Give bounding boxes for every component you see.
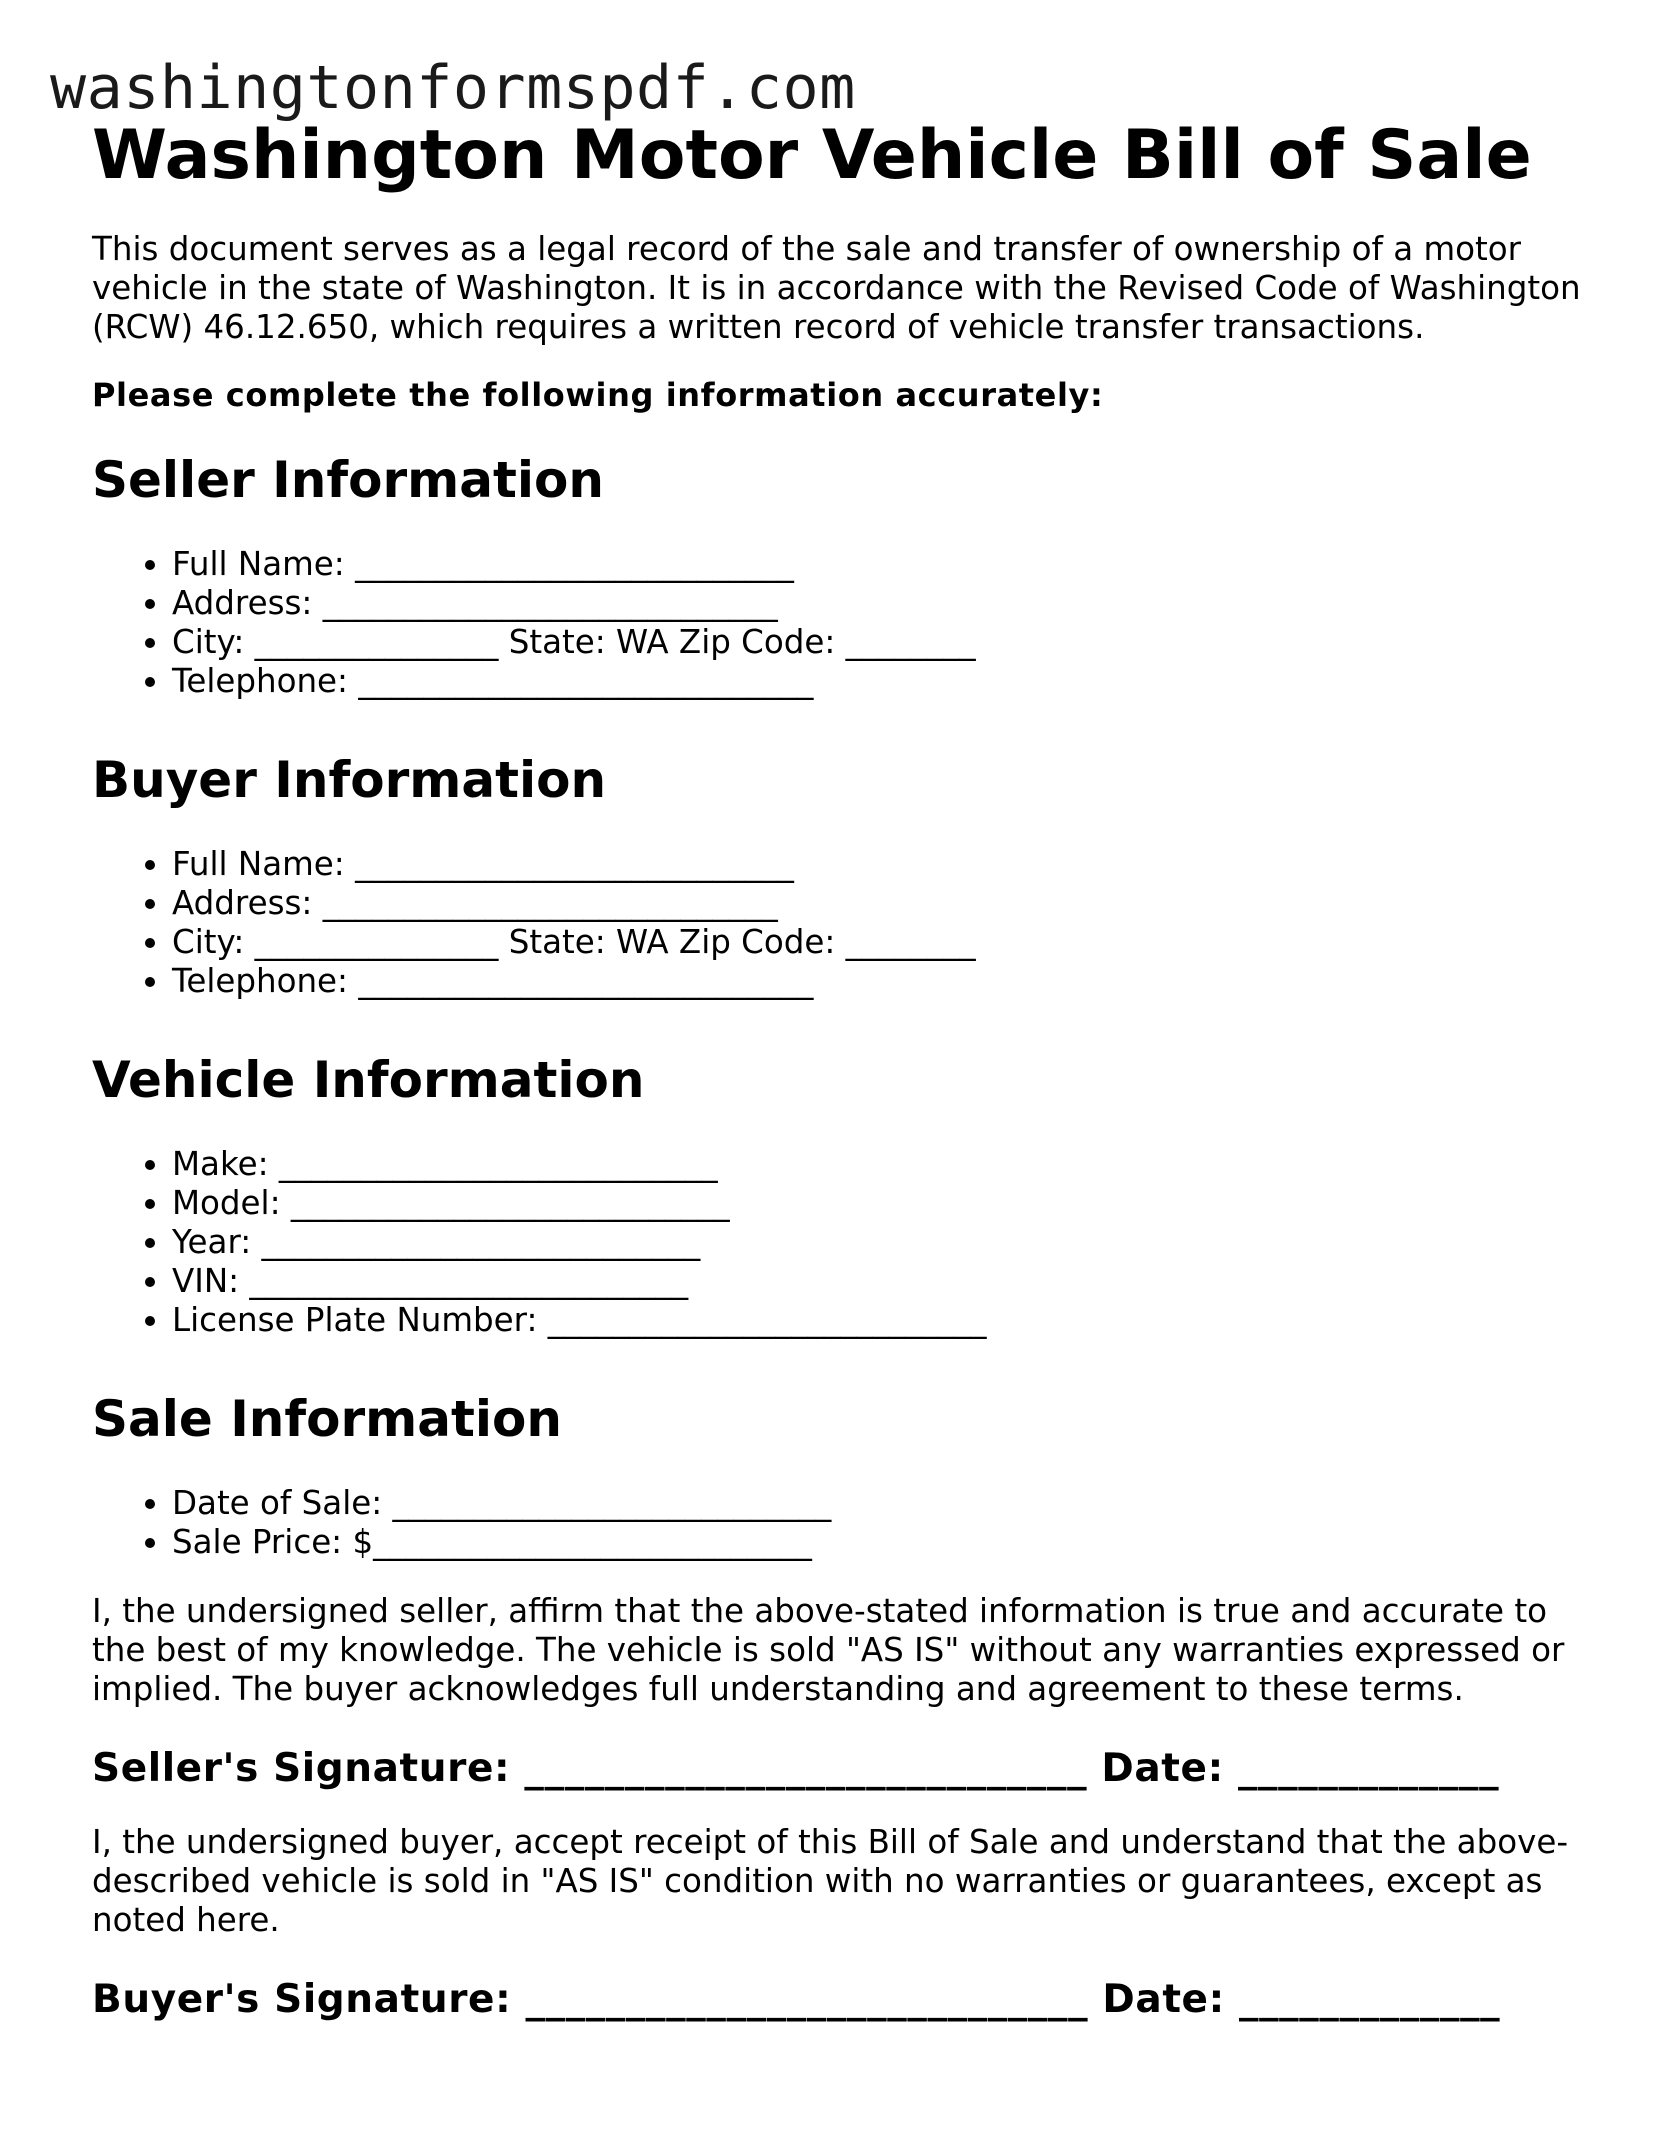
seller-city-state-zip-field[interactable]: • City: _______________ State: WA Zip Code: ________ [172,623,1592,662]
seller-address-field[interactable]: • Address: ____________________________ [172,584,1592,623]
sale-date-field[interactable]: • Date of Sale: ___________________________ [172,1484,1592,1523]
buyer-field-list [92,845,1592,1001]
seller-signature-line[interactable]: Seller's Signature: ____________________________ Date: _____________ [92,1746,1500,1791]
buyer-city-state-zip-field[interactable]: • City: _______________ State: WA Zip Code: ________ [172,923,1592,962]
buyer-signature-line[interactable]: Buyer's Signature: ____________________________ Date: _____________ [92,1977,1501,2022]
buyer-heading: Buyer Information [92,751,607,809]
vehicle-section [92,1049,1592,1340]
document-page [92,110,1592,2024]
buyer-telephone-field[interactable]: • Telephone: ____________________________ [172,962,1592,1001]
seller-section [92,449,1592,701]
seller-telephone-field[interactable]: • Telephone: ____________________________ [172,662,1592,701]
seller-full-name-field[interactable]: • Full Name: ___________________________ [172,545,1592,584]
vehicle-year-field[interactable]: • Year: ___________________________ [172,1223,1592,1262]
seller-affirmation-paragraph: I, the undersigned seller, affirm that the above-stated information is true and accurate to the best of my knowledge. The vehicle is sold "AS IS" without any warranties expressed or implied. The buyer acknowledges full understanding and agreement to these terms. [92,1592,1565,1708]
vehicle-model-field[interactable]: • Model: ___________________________ [172,1184,1592,1223]
seller-heading: Seller Information [92,451,604,509]
buyer-full-name-field[interactable]: • Full Name: ___________________________ [172,845,1592,884]
sale-field-list [92,1484,1592,1562]
buyer-section [92,749,1592,1001]
buyer-acceptance-paragraph: I, the undersigned buyer, accept receipt of this Bill of Sale and understand that the above-described vehicle is sold in "AS IS" condition with no warranties or guarantees, except as noted here. [92,1823,1569,1939]
instruction-text: Please complete the following information accurately: [92,376,1104,414]
intro-paragraph: This document serves as a legal record of the sale and transfer of ownership of a motor vehicle in the state of Washington. It is in accordance with the Revised Code of Washington (RCW) 46.12.650, which requires a written record of vehicle transfer transactions. [92,230,1581,346]
seller-field-list [92,545,1592,701]
page-title: Washington Motor Vehicle Bill of Sale [92,116,1532,195]
sale-heading: Sale Information [92,1390,562,1448]
vehicle-heading: Vehicle Information [92,1051,645,1109]
sale-price-field[interactable]: • Sale Price: $___________________________ [172,1523,1592,1562]
vehicle-make-field[interactable]: • Make: ___________________________ [172,1145,1592,1184]
vehicle-field-list [92,1145,1592,1340]
buyer-address-field[interactable]: • Address: ____________________________ [172,884,1592,923]
vehicle-vin-field[interactable]: • VIN: ___________________________ [172,1262,1592,1301]
watermark: washingtonformspdf.com [50,53,856,123]
vehicle-license-plate-field[interactable]: • License Plate Number: ___________________________ [172,1301,1592,1340]
sale-section [92,1388,1592,1562]
